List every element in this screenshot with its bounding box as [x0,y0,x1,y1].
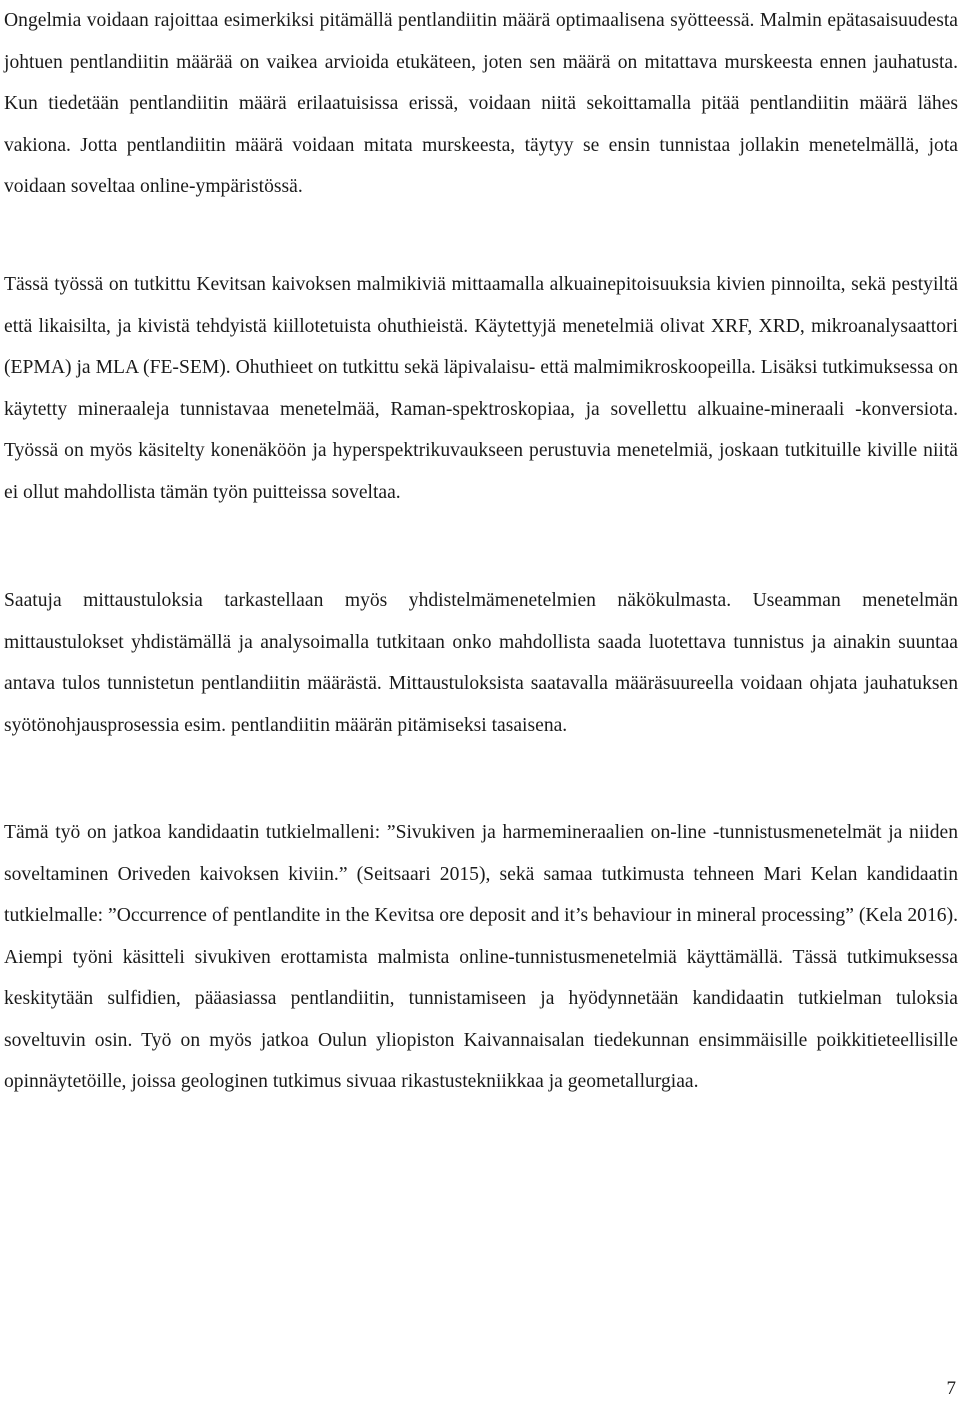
page-number: 7 [946,1378,956,1399]
paragraph-pentlandite-problem: Ongelmia voidaan rajoittaa esimerkiksi pitämällä pentlandiitin määrä optimaalisena syötteessä. Malmin epätasaisuudesta johtuen pentlandiitin määrää on vaikea arvioida etukäteen, joten sen määrä on mitattava murskeesta ennen jauhatusta. Kun tiedetään pentlandiitin määrä erilaatuisissa erissä, voidaan niitä sekoittamalla pitää pentlandiitin määrä lähes vakiona. Jotta pentlandiitin määrä voidaan mitata murskeesta, täytyy se ensin tunnistaa jollakin menetelmällä, jota voidaan soveltaa online-ympäristössä. [4,10,958,197]
paragraph-combined-methods: Saatuja mittaustuloksia tarkastellaan myös yhdistelmämenetelmien näkökulmasta. Useamman menetelmän mittaustulokset yhdistämällä ja analysoimalla tutkitaan onko mahdollista saada luotettava tunnistus ja ainakin suuntaa antava tulos tunnistetun pentlandiitin määrästä. Mittaustuloksista saatavalla määräsuureella voidaan ohjata jauhatuksen syötönohjausprosessia esim. pentlandiitin määrän pitämiseksi tasaisena. [4,590,958,736]
paragraph-background: Tämä työ on jatkoa kandidaatin tutkielmalleni: ”Sivukiven ja harmemineraalien on-line -tunnistusmenetelmät ja niiden soveltaminen Oriveden kaivoksen kiviin.” (Seitsaari 2015), sekä samaa tutkimusta tehneen Mari Kelan kandidaatin tutkielmalle: ”Occurrence of pentlandite in the Kevitsa ore deposit and it’s behaviour in mineral processing” (Kela 2016). Aiempi työni käsitteli sivukiven erottamista malmista online-tunnistusmenetelmiä käyttämällä. Tässä tutkimuksessa keskitytään sulfidien, pääasiassa pentlandiitin, tunnistamiseen ja hyödynnetään kandidaatin tutkielman tuloksia soveltuvin osin. Työ on myös jatkoa Oulun yliopiston Kaivannaisalan tiedekunnan ensimmäisille poikkitieteellisille opinnäytetöille, joissa geologinen tutkimus sivuaa rikastustekniikkaa ja geometallurgiaa. [4,822,958,1092]
paragraph-methods: Tässä työssä on tutkittu Kevitsan kaivoksen malmikiviä mittaamalla alkuainepitoisuuksia kivien pinnoilta, sekä pestyiltä että likaisilta, ja kivistä tehdyistä kiillotetuista ohuthieistä. Käytettyjä menetelmiä olivat XRF, XRD, mikroanalysaattori (EPMA) ja MLA (FE-SEM). Ohuthieet on tutkittu sekä läpivalaisu- että malmimikroskoopeilla. Lisäksi tutkimuksessa on käytetty mineraaleja tunnistavaa menetelmää, Raman-spektroskopiaa, ja sovellettu alkuaine-mineraali -konversiota. Työssä on myös käsitelty konenäköön ja hyperspektrikuvaukseen perustuvia menetelmiä, joskaan tutkituille kiville niitä ei ollut mahdollista tämän työn puitteissa soveltaa. [4,274,958,503]
